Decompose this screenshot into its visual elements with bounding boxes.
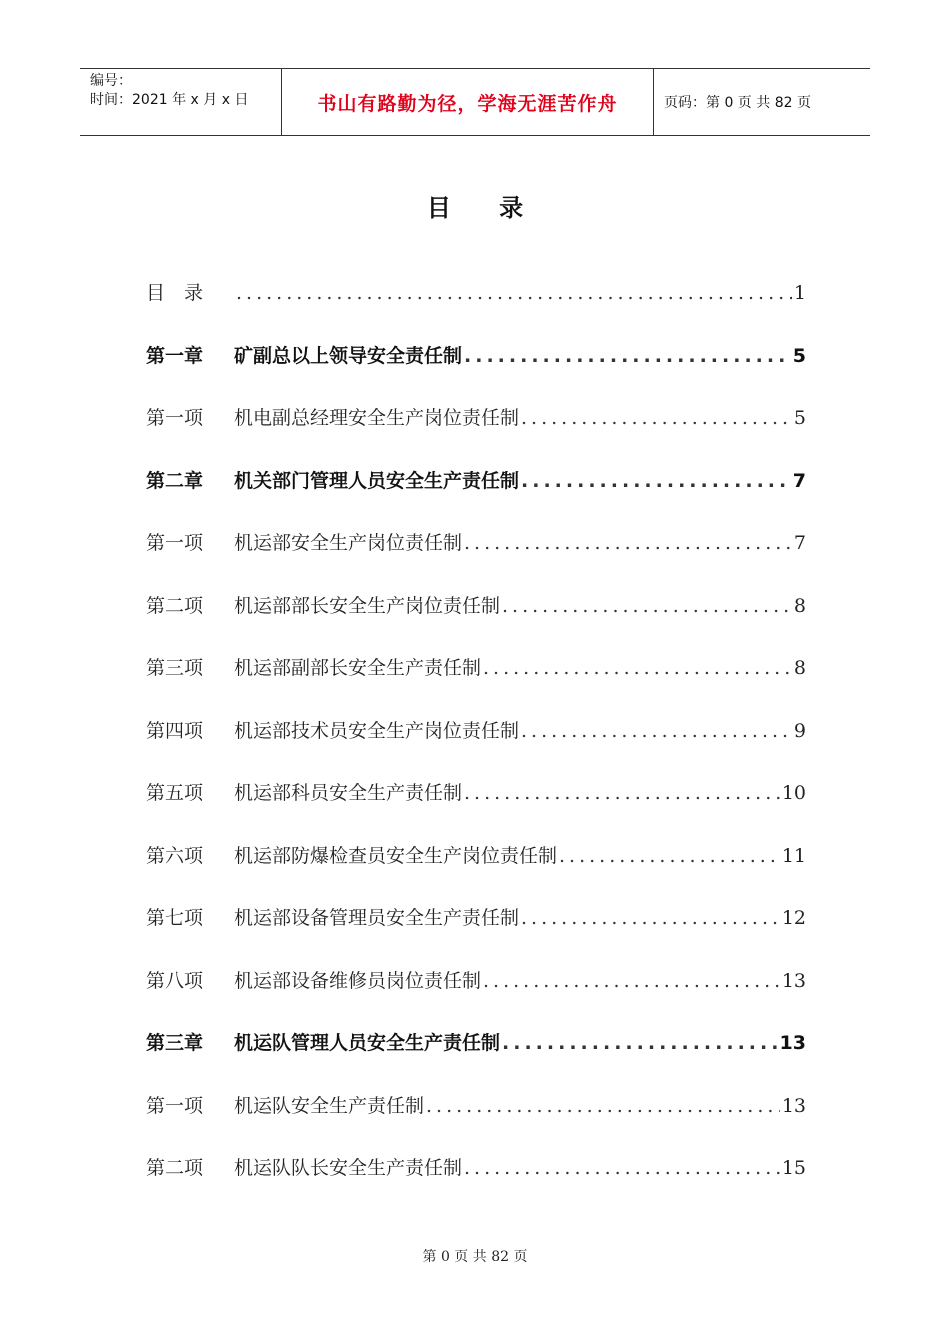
toc-entry-title: 机运部副部长安全生产责任制	[234, 657, 482, 679]
toc-entry-label: 第一项	[146, 407, 204, 429]
toc-entry[interactable]	[146, 526, 806, 589]
toc-entry-label: 第二项	[146, 594, 204, 617]
toc-entry-title: 机运队管理人员安全生产责任制	[234, 1032, 501, 1054]
header-motto: 书山有路勤为径，学海无涯苦作舟	[281, 69, 654, 135]
toc-entry-label: 第二章	[146, 469, 204, 492]
toc-chapter-entry[interactable]	[146, 1026, 806, 1089]
toc-leader-dots	[483, 964, 780, 998]
toc-entry[interactable]	[146, 651, 806, 714]
toc-entry-title: 机运部安全生产岗位责任制	[234, 532, 463, 554]
document-title: 目 录	[426, 194, 544, 222]
toc-entry-label: 第八项	[146, 969, 204, 992]
toc-leader-dots	[521, 401, 792, 435]
toc-entry[interactable]	[146, 401, 806, 464]
toc-entry-label: 第七项	[146, 907, 204, 929]
toc-leader-dots	[521, 901, 780, 935]
toc-entry-label: 第六项	[146, 844, 204, 867]
toc-entry-title: 机运部设备管理员安全生产责任制	[234, 907, 520, 929]
toc-entry-label: 第一章	[146, 344, 204, 367]
header-meta	[80, 69, 281, 135]
toc-leader-dots	[464, 1151, 780, 1185]
toc-leader-dots	[521, 464, 791, 498]
table-of-contents	[146, 276, 806, 1214]
document-number-label: 编号：	[90, 73, 132, 89]
toc-entry-page-number: 11	[781, 844, 806, 867]
toc-entry-title: 机电副总经理安全生产岗位责任制	[234, 407, 520, 429]
toc-entry-title: 机运部防爆检查员安全生产岗位责任制	[234, 844, 558, 867]
toc-entry-title: 机运部部长安全生产岗位责任制	[234, 594, 501, 617]
toc-entry[interactable]	[146, 276, 806, 339]
toc-chapter-entry[interactable]	[146, 464, 806, 527]
toc-leader-dots	[426, 1089, 780, 1123]
toc-entry-page-number: 5	[793, 407, 806, 429]
toc-entry-label: 第一项	[146, 532, 204, 554]
toc-leader-dots	[559, 839, 780, 873]
toc-entry[interactable]	[146, 776, 806, 839]
toc-entry-page-number: 7	[792, 469, 806, 492]
toc-leader-dots	[464, 776, 780, 810]
toc-entry-title: 机运队安全生产责任制	[234, 1094, 425, 1117]
toc-leader-dots	[483, 651, 792, 685]
toc-leader-dots	[521, 714, 792, 748]
toc-entry-page-number: 15	[781, 1157, 806, 1179]
toc-entry[interactable]	[146, 589, 806, 652]
toc-entry-page-number: 1	[793, 282, 806, 304]
toc-entry-page-number: 7	[793, 532, 806, 554]
toc-entry[interactable]	[146, 839, 806, 902]
toc-chapter-entry[interactable]	[146, 339, 806, 402]
toc-entry-title: 矿副总以上领导安全责任制	[234, 344, 463, 367]
page-footer: 第 0 页 共 82 页	[422, 1249, 528, 1265]
toc-entry-title: 机运部科员安全生产责任制	[234, 782, 463, 804]
toc-entry-label: 第五项	[146, 782, 204, 804]
toc-entry-title: 机关部门管理人员安全生产责任制	[234, 469, 520, 492]
toc-entry-page-number: 8	[793, 657, 806, 679]
toc-entry-title: 机运部技术员安全生产岗位责任制	[234, 719, 520, 742]
toc-entry-label: 第四项	[146, 719, 204, 742]
toc-leader-dots	[464, 339, 791, 373]
toc-entry-label: 目 录	[146, 282, 204, 304]
toc-entry[interactable]	[146, 1089, 806, 1152]
toc-entry[interactable]	[146, 714, 806, 777]
toc-entry-label: 第二项	[146, 1157, 204, 1179]
toc-leader-dots	[236, 276, 792, 310]
header-page-info: 页码：第 0 页 共 82 页	[664, 95, 811, 111]
toc-leader-dots	[502, 589, 792, 623]
toc-entry-label: 第三项	[146, 657, 204, 679]
page-header	[80, 68, 870, 136]
toc-entry-page-number: 9	[793, 719, 806, 742]
toc-entry-label: 第一项	[146, 1094, 204, 1117]
toc-entry-page-number: 10	[781, 782, 806, 804]
toc-leader-dots	[464, 526, 792, 560]
toc-leader-dots	[502, 1026, 778, 1060]
toc-entry-page-number: 13	[781, 1094, 806, 1117]
toc-entry-label: 第三章	[146, 1032, 204, 1054]
toc-entry-title: 机运队队长安全生产责任制	[234, 1157, 463, 1179]
toc-entry-page-number: 8	[793, 594, 806, 617]
toc-entry-title: 机运部设备维修员岗位责任制	[234, 969, 482, 992]
toc-entry-page-number: 13	[781, 969, 806, 992]
toc-entry-page-number: 13	[779, 1032, 806, 1054]
document-time-label: 时间：2021 年 x 月 x 日	[90, 92, 249, 108]
toc-entry-page-number: 5	[792, 344, 806, 367]
toc-entry[interactable]	[146, 901, 806, 964]
toc-entry[interactable]	[146, 1151, 806, 1214]
toc-entry-page-number: 12	[781, 907, 806, 929]
toc-entry[interactable]	[146, 964, 806, 1027]
